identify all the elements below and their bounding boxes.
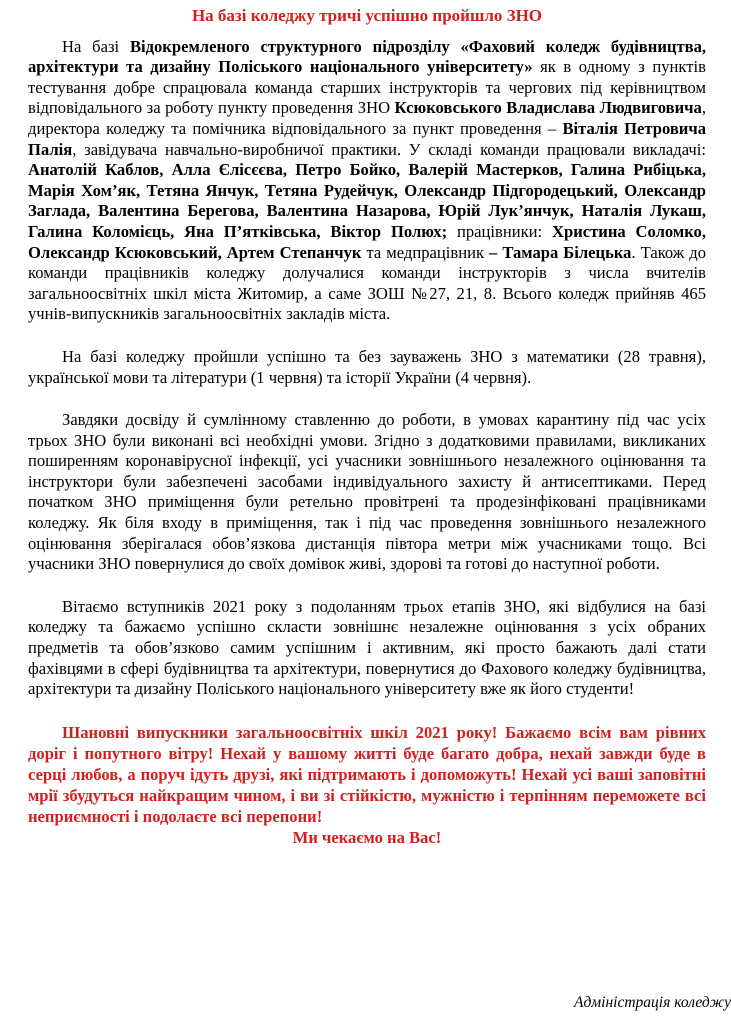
text-segment: . Також до команди працівників коледжу долучалися команди інструкторів з числа вчителів загальноосвітніх шкіл міста Житомир, а саме ЗОШ №27, 21, 8. Всього коледж прийняв 465 учнів-випускників загальноосвітніх закладів міста.	[28, 242, 706, 324]
bold-text-segment: Ксюковського Владислава Людвиговича	[394, 98, 702, 118]
greeting-text: Шановні випускники загальноосвітніх шкіл 2021 року! Бажаємо всім вам рівних доріг і попутного вітру! Нехай у вашому житті буде багато добра, нехай завжди буде в серці любов, а поруч ідуть друзі, які підтримають і допоможуть! Нехай усі ваші заповітні мрії збудуться найкращим чином, і ви зі стійкістю, мужністю і терпінням переможете всі неприємності і подолаєте всі перепони!	[28, 722, 706, 826]
paragraph-congratulations: Вітаємо вступників 2021 року з подоланням трьох етапів ЗНО, які відбулися на базі коледжу та бажаємо успішно скласти зовнішнє незалежне оцінювання з усіх обраних предметів та обов’язково самим успішним і активним, які просто бажають далі стати фахівцями в сфері будівництва та архітектури, повернутися до Фахового коледжу будівництва, архітектури та дизайну Поліського національного університету вже як його студенти!	[28, 596, 706, 699]
paragraph-safety: Завдяки досвіду й сумлінному ставленню до роботи, в умовах карантину під час усіх трьох ЗНО були виконані всі необхідні умови. Згідно з додатковими правилами, викликаних поширенням коронавірусної інфекції, усі учасники зовнішнього незалежного оцінювання та інструктори були забезпечені засобами індивідуального захисту й антисептиками. Перед початком ЗНО приміщення були ретельно провітрені та продезінфіковані працівниками коледжу. Як біля входу в приміщення, так і під час проведення зовнішнього незалежного оцінювання зберігалася обов’язкова дистанція півтора метри між учасниками тощо. Всі учасники ЗНО повернулися до своїх домівок живі, здорові та готові до наступної роботи.	[28, 410, 706, 574]
bold-text-segment: – Тамара Білецька	[489, 242, 632, 262]
page-title: На базі коледжу тричі успішно пройшло ЗНО	[191, 6, 543, 25]
text-segment: та медпрацівник	[361, 242, 490, 262]
paragraph-team	[28, 37, 706, 325]
bold-text-segment: Анатолій Каблов, Алла Єлісєєва, Петро Бойко, Валерій Мастерков, Галина Рибіцька, Марія Хом’як, Тетяна Янчук, Тетяна Рудейчук, Олександр Підгородецький, Олександр Заглада, Валентина Берегова, Валентина Назарова, Юрій Лук’янчук, Наталія Лукаш, Галина Коломієць, Яна П’ятківська, Віктор Полюх;	[28, 160, 706, 241]
bold-text-segment: Віталія Петровича Палія	[28, 118, 707, 159]
paragraph-exams: На базі коледжу пройшли успішно та без зауважень ЗНО з математики (28 травня), української мови та літератури (1 червня) та історії України (4 червня).	[28, 346, 706, 387]
bold-text-segment: Відокремленого структурного підрозділу «Фаховий коледж будівництва, архітектури та дизайну Поліського національного університету»	[28, 36, 707, 77]
text-segment: працівники:	[447, 221, 552, 241]
text-segment: , завідувача навчально-виробничої практики. У складі команди працювали викладачі:	[72, 139, 706, 159]
closing-line: Ми чекаємо на Вас!	[292, 827, 442, 847]
bold-text-segment: Христина Соломко, Олександр Ксюковський, Артем Степанчук	[28, 221, 706, 262]
signature: Адміністрація коледжу	[573, 994, 731, 1011]
document-page	[28, 6, 706, 848]
text-segment: , директора коледжу та помічника відповідального за пункт проведення –	[28, 98, 706, 138]
text-segment: як в одному з пунктів тестування добре спрацювала команда старших інструкторів та чергових під керівництвом відповідального за роботу пункту проведення ЗНО	[28, 57, 706, 118]
text-segment: На базі	[62, 36, 130, 56]
